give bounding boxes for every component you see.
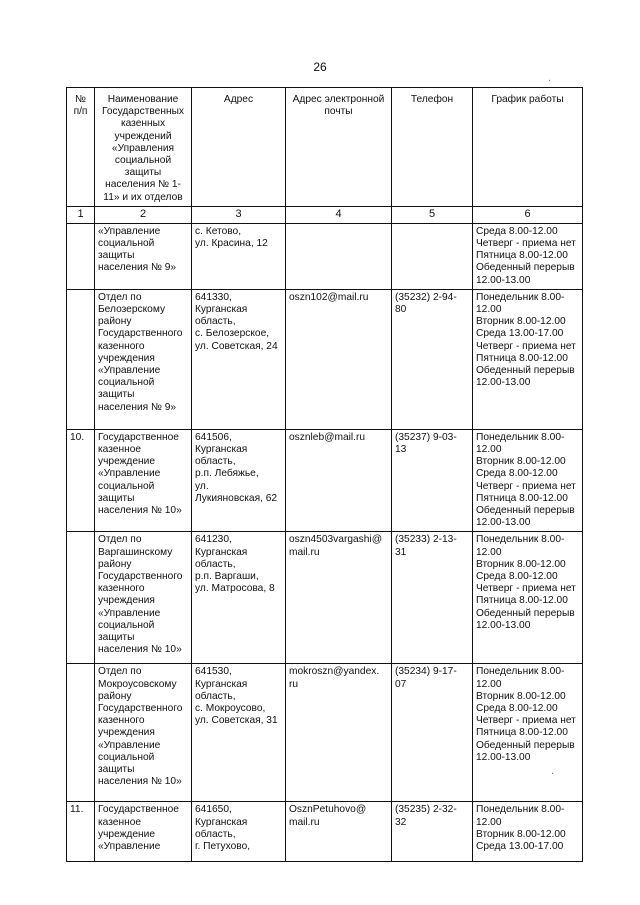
cell-text: Адрес электронной почты	[292, 94, 385, 118]
schedule-cell	[473, 289, 583, 429]
cell-text: Понедельник 8.00- 12.00 Вторник 8.00-12.00 Среда 13.00-17.00 Четверг - приема нет Пятница 8.00-12.00 Обеденный перерыв 12.00-13.00	[476, 291, 576, 389]
cell-text: oszn102@mail.ru	[289, 291, 369, 303]
institution-name-cell	[95, 223, 192, 289]
header-number	[67, 88, 95, 207]
cell-text: 641230, Курганская область, р.п. Варгаши, ул. Матросова, 8	[195, 534, 275, 595]
schedule-cell	[473, 223, 583, 289]
column-number: 5	[392, 206, 473, 223]
address-cell	[192, 532, 286, 664]
row-number-cell	[67, 664, 95, 802]
header-address	[192, 88, 286, 207]
address-cell	[192, 289, 286, 429]
cell-text: 11.	[70, 804, 84, 816]
email-cell	[286, 289, 392, 429]
cell-text: (35237) 9-03- 13	[395, 431, 457, 456]
address-cell	[192, 429, 286, 532]
row-number-cell	[67, 802, 95, 862]
institution-name-cell	[95, 664, 192, 802]
cell-text: mokroszn@yandex. ru	[289, 666, 380, 690]
cell-text: 641330, Курганская область, с. Белозерское, ул. Советская, 24	[195, 291, 278, 352]
column-number: 4	[286, 206, 392, 223]
cell-text: Государственное казенное учреждение «Управление	[98, 804, 179, 853]
phone-cell	[392, 532, 473, 664]
schedule-cell	[473, 802, 583, 862]
table-row	[67, 223, 583, 289]
phone-cell	[392, 664, 473, 802]
cell-text: (35235) 2-32- 32	[395, 804, 457, 828]
table-body	[67, 223, 583, 862]
cell-text: График работы	[491, 94, 564, 105]
phone-cell	[392, 223, 473, 289]
cell-text: Государственное казенное учреждение «Управление социальной защиты населения № 10»	[98, 431, 182, 517]
table-row	[67, 289, 583, 429]
cell-text: (35234) 9-17- 07	[395, 666, 457, 690]
cell-text: 641506, Курганская область, р.п. Лебяжье, ул. Лукияновская, 62	[195, 431, 278, 504]
phone-cell	[392, 289, 473, 429]
column-number-row	[67, 206, 583, 223]
row-number-cell	[67, 289, 95, 429]
address-cell	[192, 802, 286, 862]
cell-text: 641650, Курганская область, г. Петухово,	[195, 804, 251, 853]
cell-text: 641530, Курганская область, с. Мокроусово, ул. Советская, 31	[195, 666, 278, 727]
cell-text: № п/п	[73, 94, 88, 118]
header-name	[95, 88, 192, 207]
institution-name-cell	[95, 802, 192, 862]
cell-text: oszn4503vargashi@ mail.ru	[289, 534, 383, 558]
schedule-cell	[473, 429, 583, 532]
cell-text: Понедельник 8.00- 12.00 Вторник 8.00-12.00 Среда 8.00-12.00 Четверг - приема нет Пятница 8.00-12.00 Обеденный перерыв 12.00-13.00	[476, 534, 576, 631]
cell-text: Наименование Государственных казенных учреждений «Управления социальной защиты населения № 1- 11» и их отделов	[101, 94, 185, 203]
email-cell	[286, 664, 392, 802]
scan-speck: .	[551, 765, 555, 777]
email-cell	[286, 532, 392, 664]
address-cell	[192, 664, 286, 802]
institutions-table	[66, 87, 583, 862]
cell-text: Понедельник 8.00- 12.00 Вторник 8.00-12.00 Среда 13.00-17.00	[476, 804, 566, 853]
institution-name-cell	[95, 289, 192, 429]
cell-text: (35232) 2-94- 80	[395, 291, 457, 316]
schedule-cell	[473, 664, 583, 802]
institution-name-cell	[95, 429, 192, 532]
table-row	[67, 532, 583, 664]
phone-cell	[392, 802, 473, 862]
column-number: 1	[67, 206, 95, 223]
email-cell	[286, 802, 392, 862]
table-row	[67, 429, 583, 532]
cell-text: Понедельник 8.00- 12.00 Вторник 8.00-12.00 Среда 8.00-12.00 Четверг - приема нет Пятница 8.00-12.00 Обеденный перерыв 12.00-13.00	[476, 431, 576, 529]
cell-text: Среда 8.00-12.00 Четверг - приема нет Пятница 8.00-12.00 Обеденный перерыв 12.00-13.00	[476, 225, 576, 286]
header-row	[67, 88, 583, 207]
cell-text: «Управление социальной защиты населения № 9»	[98, 225, 177, 274]
table-row	[67, 802, 583, 862]
page-bottom-edge	[0, 897, 640, 905]
address-cell	[192, 223, 286, 289]
column-number: 2	[95, 206, 192, 223]
row-number-cell	[67, 223, 95, 289]
cell-text: osznleb@mail.ru	[289, 431, 366, 443]
cell-text: Отдел по Мокроусовскому району Государственного казенного учреждения «Управление социальной защиты населения № 10»	[98, 666, 183, 788]
cell-text: Отдел по Варгашинскому району Государственного казенного учреждения «Управление социальной защиты населения № 10»	[98, 534, 183, 656]
header-email	[286, 88, 392, 207]
cell-text: Отдел по Белозерскому району Государственного казенного учреждения «Управление социальной защиты населения № 9»	[98, 291, 183, 413]
institution-name-cell	[95, 532, 192, 664]
cell-text: с. Кетово, ул. Красина, 12	[195, 225, 268, 250]
schedule-cell	[473, 532, 583, 664]
cell-text: Понедельник 8.00- 12.00 Вторник 8.00-12.00 Среда 8.00-12.00 Четверг - приема нет Пятница 8.00-12.00 Обеденный перерыв 12.00-13.00	[476, 666, 576, 763]
column-number: 6	[473, 206, 583, 223]
header-schedule	[473, 88, 583, 207]
row-number-cell	[67, 532, 95, 664]
cell-text: Телефон	[410, 94, 454, 105]
row-number-cell	[67, 429, 95, 532]
cell-text: Адрес	[223, 94, 254, 105]
table-row	[67, 664, 583, 802]
phone-cell	[392, 429, 473, 532]
cell-text: OsznPetuhovo@ mail.ru	[289, 804, 367, 828]
column-number: 3	[192, 206, 286, 223]
scan-speck: .	[548, 72, 552, 84]
email-cell	[286, 429, 392, 532]
cell-text: (35233) 2-13- 31	[395, 534, 457, 558]
cell-text: 10.	[70, 431, 85, 443]
email-cell	[286, 223, 392, 289]
page-number: 26	[313, 60, 327, 74]
header-phone	[392, 88, 473, 207]
